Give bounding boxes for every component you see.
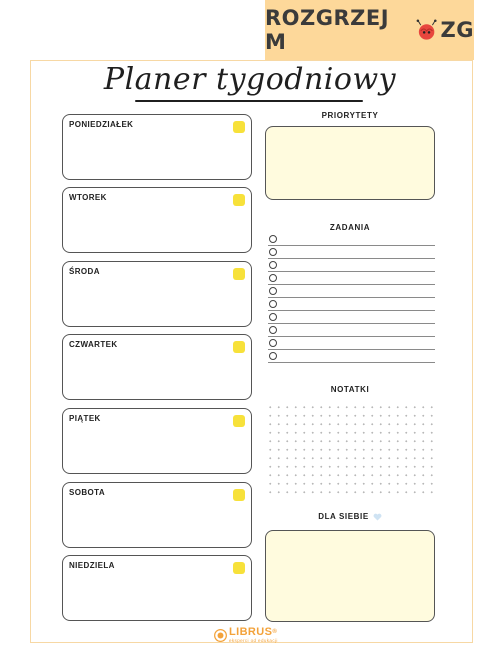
task-checkbox-icon[interactable]	[269, 339, 277, 347]
day-label: PIĄTEK	[69, 414, 101, 423]
footer-registered-mark: ®	[272, 629, 278, 635]
day-box-thursday[interactable]	[62, 334, 252, 400]
footer-subtitle: eksperci od edukacji	[229, 638, 278, 643]
day-checkbox[interactable]	[233, 341, 245, 353]
day-label: SOBOTA	[69, 488, 106, 497]
tasks-heading: ZADANIA	[329, 223, 371, 232]
day-box-monday[interactable]	[62, 114, 252, 180]
task-checkbox-icon[interactable]	[269, 248, 277, 256]
footer-text	[229, 627, 278, 644]
task-row[interactable]	[268, 298, 435, 311]
day-label: WTOREK	[69, 193, 107, 202]
title-underline	[135, 100, 363, 102]
day-box-friday[interactable]	[62, 408, 252, 474]
task-row[interactable]	[268, 259, 435, 272]
brand-logo	[265, 6, 474, 54]
day-box-tuesday[interactable]	[62, 187, 252, 253]
day-label: ŚRODA	[69, 267, 100, 276]
day-checkbox[interactable]	[233, 415, 245, 427]
priorities-heading: PRIORYTETY	[321, 111, 379, 120]
task-checkbox-icon[interactable]	[269, 352, 277, 360]
day-box-wednesday[interactable]	[62, 261, 252, 327]
task-row[interactable]	[268, 272, 435, 285]
day-label: CZWARTEK	[69, 340, 118, 349]
for-me-box[interactable]	[265, 530, 435, 622]
footer-brand-name	[229, 627, 278, 638]
day-box-sunday[interactable]	[62, 555, 252, 621]
notes-dot-grid[interactable]	[266, 403, 436, 499]
brand-text-right: ZG	[440, 18, 474, 42]
task-checkbox-icon[interactable]	[269, 287, 277, 295]
page-title: Planer tygodniowy	[103, 62, 397, 97]
librus-logo-icon	[214, 629, 227, 642]
task-row[interactable]	[268, 246, 435, 259]
brain-icon	[414, 19, 439, 41]
day-checkbox[interactable]	[233, 268, 245, 280]
notes-heading: NOTATKI	[330, 385, 370, 394]
task-row[interactable]	[268, 350, 435, 363]
brand-text-left: ROZGRZEJ M	[265, 6, 390, 54]
day-checkbox[interactable]	[233, 489, 245, 501]
day-box-saturday[interactable]	[62, 482, 252, 548]
priorities-box[interactable]	[265, 126, 435, 200]
heart-icon	[373, 513, 382, 521]
day-checkbox[interactable]	[233, 121, 245, 133]
for-me-heading	[265, 512, 435, 521]
task-row[interactable]	[268, 311, 435, 324]
task-checkbox-icon[interactable]	[269, 261, 277, 269]
footer-name-text: LIBRUS	[229, 626, 273, 638]
day-label: NIEDZIELA	[69, 561, 115, 570]
task-row[interactable]	[268, 233, 435, 246]
for-me-label: DLA SIEBIE	[318, 512, 369, 521]
task-checkbox-icon[interactable]	[269, 274, 277, 282]
brand-banner	[265, 0, 474, 60]
task-checkbox-icon[interactable]	[269, 235, 277, 243]
day-checkbox[interactable]	[233, 562, 245, 574]
footer-logo	[214, 627, 278, 644]
task-checkbox-icon[interactable]	[269, 326, 277, 334]
task-checkbox-icon[interactable]	[269, 313, 277, 321]
task-row[interactable]	[268, 337, 435, 350]
day-label: PONIEDZIAŁEK	[69, 120, 134, 129]
task-row[interactable]	[268, 324, 435, 337]
day-checkbox[interactable]	[233, 194, 245, 206]
task-checkbox-icon[interactable]	[269, 300, 277, 308]
task-row[interactable]	[268, 285, 435, 298]
